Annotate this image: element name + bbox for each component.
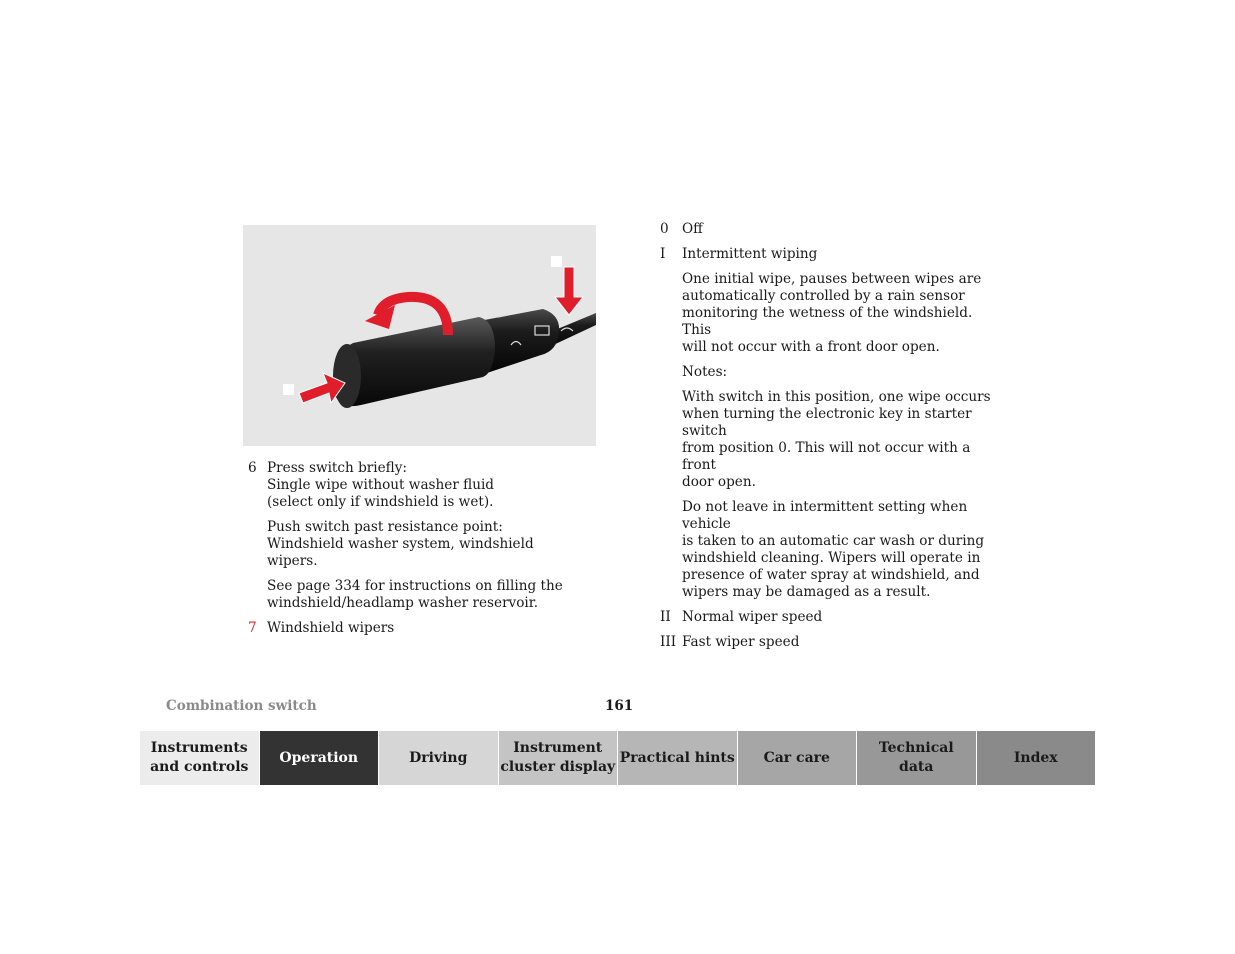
position-ii <box>660 609 1000 626</box>
text-line: (select only if windshield is wet). <box>267 494 494 510</box>
tab-instruments-and-controls[interactable] <box>140 731 260 785</box>
right-column <box>660 221 1000 659</box>
text-line: One initial wipe, pauses between wipes are <box>682 271 982 287</box>
notes-label: Notes: <box>682 364 728 380</box>
position-number: 0 <box>660 221 669 237</box>
item-6 <box>248 460 588 511</box>
position-label: Off <box>682 221 703 237</box>
callout-marker <box>551 256 562 267</box>
text-line: will not occur with a front door open. <box>682 339 940 355</box>
tab-label-line: Instrument <box>513 740 603 756</box>
item-7 <box>248 620 588 637</box>
text-line: when turning the electronic key in starter switch <box>682 406 972 439</box>
paragraph <box>682 389 1000 491</box>
stalk-end-cap <box>333 344 361 408</box>
tab-instrument-cluster-display[interactable] <box>499 731 619 785</box>
position-number: III <box>660 634 677 650</box>
text-line: Single wipe without washer fluid <box>267 477 495 493</box>
tab-label-line: Driving <box>409 749 468 766</box>
position-i <box>660 246 1000 263</box>
tab-car-care[interactable] <box>738 731 858 785</box>
tab-index[interactable] <box>977 731 1096 785</box>
text-line: windshield/headlamp washer reservoir. <box>267 595 539 611</box>
paragraph <box>267 519 588 570</box>
tab-label-line: Instruments <box>150 740 248 756</box>
section-title: Combination switch <box>166 698 317 714</box>
paragraph <box>267 578 588 612</box>
down-arrow <box>555 267 583 315</box>
tab-label-line: and controls <box>150 759 249 775</box>
text-line: Press switch briefly: <box>267 460 407 476</box>
text-line: Push switch past resistance point: <box>267 519 503 535</box>
switch-stalk-drawing <box>243 225 596 446</box>
tab-label-line: cluster display <box>500 759 616 775</box>
position-label: Fast wiper speed <box>682 634 800 650</box>
text-line: presence of water spray at windshield, and <box>682 567 980 583</box>
position-label: Normal wiper speed <box>682 609 823 625</box>
text-line: door open. <box>682 474 756 490</box>
position-number: I <box>660 246 666 262</box>
page-number: 161 <box>605 698 634 714</box>
text-line: automatically controlled by a rain sensor <box>682 288 965 304</box>
chapter-navigation <box>140 731 1095 785</box>
item-number: 7 <box>248 620 257 636</box>
text-line: With switch in this position, one wipe occurs <box>682 389 991 405</box>
tab-practical-hints[interactable] <box>618 731 738 785</box>
text-line: from position 0. This will not occur with a front <box>682 440 971 473</box>
tab-technical-data[interactable] <box>857 731 977 785</box>
position-0 <box>660 221 1000 238</box>
text-line: windshield cleaning. Wipers will operate in <box>682 550 981 566</box>
callout-marker <box>283 384 294 395</box>
tab-label-line: Car care <box>763 749 830 766</box>
text-line: monitoring the wetness of the windshield. This <box>682 305 973 338</box>
tab-label-line: Technical <box>878 740 954 756</box>
position-iii <box>660 634 1000 651</box>
text-line: Windshield washer system, windshield wipers. <box>267 536 534 569</box>
item-text <box>267 460 588 511</box>
position-number: II <box>660 609 671 625</box>
tab-label-line: data <box>899 759 934 775</box>
tab-label-line: Index <box>1013 749 1058 766</box>
item-number: 6 <box>248 460 257 476</box>
text-line: is taken to an automatic car wash or during <box>682 533 985 549</box>
text-line: wipers may be damaged as a result. <box>682 584 931 600</box>
tab-operation[interactable] <box>260 731 380 785</box>
text-line: Do not leave in intermittent setting when vehicle <box>682 499 968 532</box>
item-text: Windshield wipers <box>267 620 395 636</box>
position-label: Intermittent wiping <box>682 246 818 262</box>
paragraph <box>682 271 1000 356</box>
text-line: See page 334 for instructions on filling the <box>267 578 563 594</box>
tab-label-line: Operation <box>279 749 359 766</box>
paragraph <box>682 499 1000 601</box>
combination-switch-illustration <box>243 225 596 446</box>
tab-driving[interactable] <box>379 731 499 785</box>
tab-label-line: Practical hints <box>619 749 735 766</box>
left-column <box>248 460 588 645</box>
